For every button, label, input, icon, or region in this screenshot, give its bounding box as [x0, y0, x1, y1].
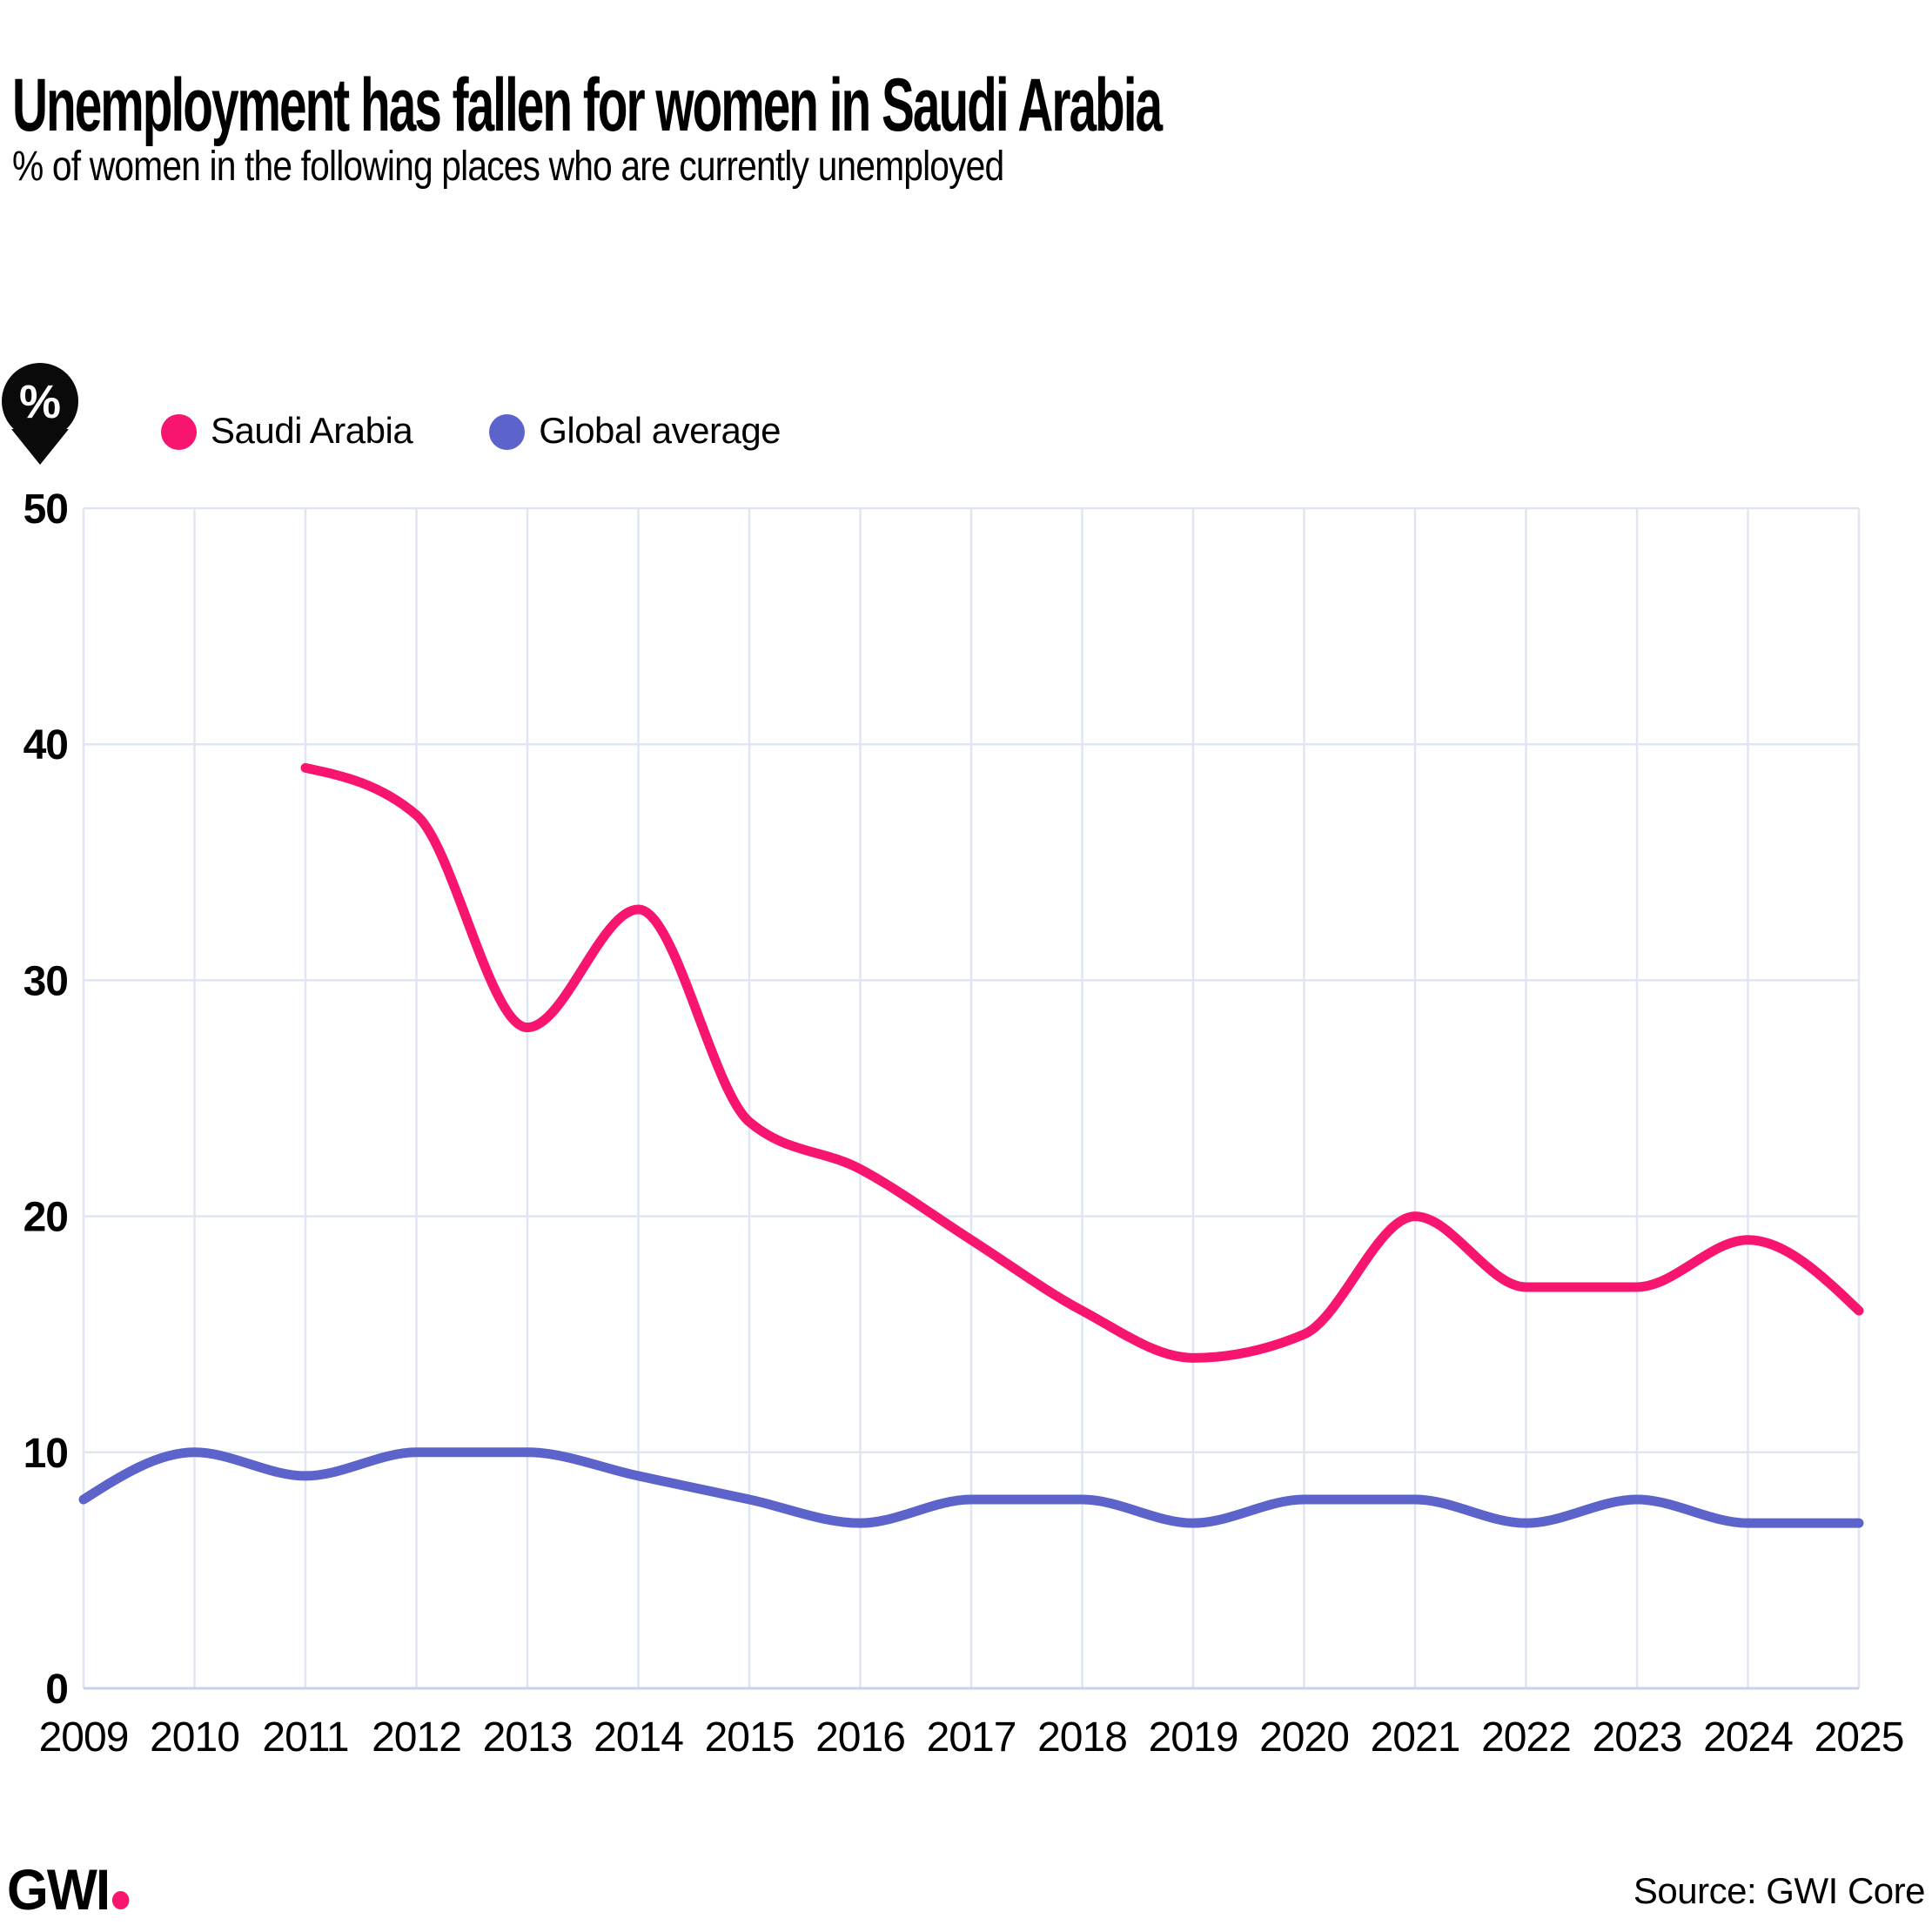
gwi-logo-text: GWI: [7, 1857, 110, 1922]
x-tick-label: 2021: [1370, 1714, 1460, 1761]
x-tick-label: 2014: [594, 1714, 683, 1761]
x-tick-label: 2012: [372, 1714, 461, 1761]
source-label: Source: GWI Core: [1633, 1870, 1925, 1911]
x-tick-label: 2011: [262, 1714, 349, 1761]
x-tick-label: 2020: [1259, 1714, 1349, 1761]
page-subtitle: % of women in the following places who are currently unemployed: [12, 144, 1004, 190]
y-tick-label: 30: [23, 958, 68, 1005]
x-tick-label: 2013: [482, 1714, 573, 1761]
x-tick-label: 2024: [1703, 1714, 1793, 1761]
gwi-logo-dot-icon: [112, 1891, 130, 1909]
legend-label-saudi-arabia: Saudi Arabia: [211, 410, 413, 451]
x-tick-label: 2025: [1814, 1714, 1904, 1761]
x-tick-label: 2019: [1148, 1714, 1238, 1761]
page-title: Unemployment has fallen for women in Saudi Arabia: [12, 64, 1162, 147]
y-tick-label: 50: [23, 486, 68, 533]
x-tick-label: 2017: [926, 1714, 1016, 1761]
x-tick-label: 2015: [704, 1714, 795, 1761]
pin-percent-symbol: %: [18, 376, 62, 428]
y-tick-label: 10: [23, 1430, 68, 1477]
x-tick-label: 2009: [38, 1714, 129, 1761]
x-tick-label: 2023: [1592, 1714, 1682, 1761]
gwi-logo: [7, 1857, 129, 1922]
x-tick-label: 2022: [1481, 1714, 1571, 1761]
y-tick-label: 20: [23, 1194, 68, 1241]
x-tick-label: 2010: [150, 1714, 239, 1761]
x-tick-label: 2016: [815, 1714, 905, 1761]
y-tick-label: 0: [45, 1667, 68, 1713]
x-tick-label: 2018: [1037, 1714, 1127, 1761]
y-tick-label: 40: [23, 722, 68, 769]
legend-label-global-average: Global average: [539, 410, 782, 451]
